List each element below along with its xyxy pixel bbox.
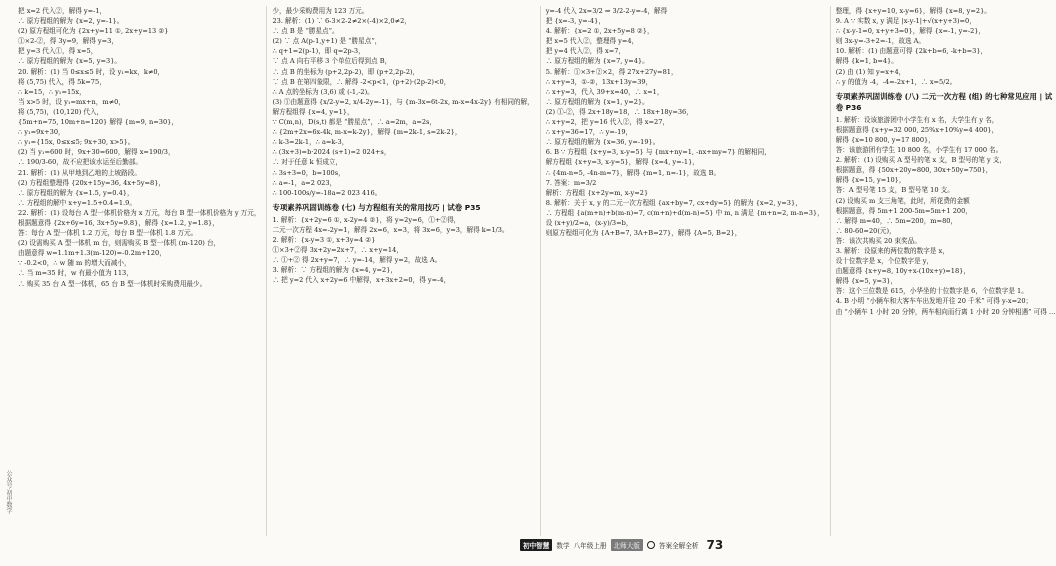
answer-line: ∴ 原方程组的解为 {x=7, y=4}。 bbox=[545, 57, 649, 66]
answer-line: ∴ ①+② 得 2x+y=7，∴ y=-14，解得 y=2，故选 A。 bbox=[272, 256, 442, 265]
answer-line: ∴ 对于任意 k 恒成立， bbox=[272, 158, 343, 167]
answer-line: 二元一次方程 4x=-2y=1，解得 2x=6，x=3，将 3x=6，y=3，解得 k=1/3。 bbox=[272, 225, 509, 234]
answer-line: ∴ 190/3-60，故不应把该水运至后勤部。 bbox=[18, 158, 143, 167]
column-4 bbox=[830, 6, 1056, 536]
answer-line: 则原方程组可化为 {A+B=7, 3A+B=27}，解得 {A=5, B=2}， bbox=[545, 229, 742, 238]
answer-line: (2) 原方程组可化为 {2x+y=11 ①, 2x+y=13 ②} bbox=[18, 27, 169, 36]
answer-line: ∴ {4m-n=5, -4n-m=7}，解得 {m=1, n=-1}，故选 B。 bbox=[545, 168, 721, 177]
footer-subject: 数学 bbox=[556, 542, 570, 550]
answer-line: 把 x=2 代入②，解得 y=-1， bbox=[18, 7, 107, 15]
answer-line: (3) ①由题意得 {x/2-y=2, x/4-2y=-1}，与 {m-3x=6t-2x, m-x=4x-2y} 有相同的解， bbox=[272, 97, 534, 106]
answer-line: ∴ 点 B 是 “勝星点”。 bbox=[272, 27, 339, 36]
answer-line: 由题意得 {x+y=8, 10y+x-(10x+y)=18}， bbox=[835, 267, 970, 276]
answer-line: 3. 解析：∵ 方程组的解为 {x=4, y=2}， bbox=[272, 266, 398, 275]
answer-line: 根据题意得 {x+y=32 000, 25%x+10%y=4 400}， bbox=[835, 125, 999, 134]
answer-line: 答：A 型号笔 15 支，B 型号笔 10 支。 bbox=[835, 186, 954, 195]
answer-line: 7. 答案：m=3/2 bbox=[545, 178, 597, 187]
answer-line: (2) ①-②，得 2x+18y=18，∴ 18x+18y=36， bbox=[545, 107, 693, 116]
answer-line: ∴ 3s+3=0，b=100s， bbox=[272, 168, 345, 177]
answer-line: 8. 解析：关于 x, y 的二元一次方程组 {ax+by=7, cx+dy=5} 的解为 {x=2, y=3}， bbox=[545, 198, 802, 207]
footer-dot-icon bbox=[647, 541, 655, 549]
answer-line: ∴ 方程组 {a(m+n)+b(m-n)=7, c(m+n)+d(m-n)=5} 中 m, n 满足 {m+n=2, m-n=3}， bbox=[545, 208, 824, 217]
section-heading: 专项素养巩固训练卷 (七) 与方程组有关的常用技巧 | 试卷 P35 bbox=[272, 202, 481, 212]
page-footer bbox=[520, 538, 723, 552]
answer-line: ∴ {2m+2x=6x-4k, m-x=k-2y}，解得 {m=2k-1, s=2k-2}， bbox=[272, 128, 462, 137]
answer-line: 答：该旅游团有学生 10 800 名，小学生有 17 000 名。 bbox=[835, 146, 1003, 155]
answer-line: 解得 {x=5, y=3}， bbox=[835, 277, 898, 286]
answer-line: 当 x>5 时，设 y₁=mx+n，m≠0， bbox=[18, 97, 125, 106]
answer-line: 3. 解析：设原来的两位数的数字是 x， bbox=[835, 246, 949, 255]
answer-line: 把 x=5 代入②，整理得 y=4， bbox=[545, 37, 639, 46]
answer-line: y=-4 代入 2x=3/2 ⇒ 3/2-2-y=-4，解得 bbox=[545, 7, 668, 15]
answer-line: 解得 {k=1, b=4}。 bbox=[835, 57, 898, 66]
answer-line: ①×3+②得 3x+2y=2x+7，∴ x+y=14， bbox=[272, 246, 403, 255]
answer-line: 答：每台 A 型一体机 1.2 万元，每台 B 型一体机 1.8 万元。 bbox=[18, 229, 198, 238]
answer-line: ∴ x+y=3，①-②，13x+13y=39， bbox=[545, 77, 653, 86]
column-3 bbox=[540, 6, 824, 536]
answer-line: {5m+n=75, 10m+n=120} 解得 {m=9, n=30}， bbox=[18, 118, 178, 127]
answer-line: ∴ 原方程组的解为 {x=36, y=-19}。 bbox=[545, 138, 660, 147]
column-1 bbox=[18, 6, 260, 536]
answer-line: 22. 解析：(1) 设每台 A 型一体机价格为 x 万元，每台 B 型一体机价格为 y 万元， bbox=[18, 208, 261, 217]
answer-line: ∴ k=15，∴ y₁=15x， bbox=[18, 87, 86, 96]
answer-key-page bbox=[18, 6, 1056, 536]
answer-line: ∴ y₁={15x, 0≤x≤5; 9x+30, x>5}。 bbox=[18, 138, 135, 147]
answer-line: 1. 解析：{x+2y=6 ①, x-2y=4 ②}，将 y=2y=6，①+②得， bbox=[272, 215, 461, 224]
answer-line: 将 (5,75) 代入，得 5k=75， bbox=[18, 77, 106, 86]
answer-line: ∴ y 的值为 -4，-4=-2x+1，∴ x=5/2。 bbox=[835, 77, 957, 86]
answer-line: ∴ x+y=2，把 y=16 代入②，得 x=27， bbox=[545, 118, 669, 127]
answer-line: 23. 解析：(1) ∵ 6-3×2-2≠2×(-4)×2,0≠2， bbox=[272, 17, 411, 26]
answer-line: ①×2-②，得 3y=9，解得 y=3， bbox=[18, 37, 118, 46]
answer-line: 解得 {x=10 800, y=17 800}， bbox=[835, 135, 935, 144]
answer-line: ∴ a=-1，a=2 023， bbox=[272, 178, 337, 187]
answer-line: (2) 方程组整理得 {20x+15y=36, 4x+5y=8}， bbox=[18, 178, 166, 187]
answer-line: 解析：方程组 {x+2y=m, x-y=2} bbox=[545, 188, 649, 197]
answer-line: 设十位数字是 x，个位数字是 y， bbox=[835, 257, 934, 266]
answer-line: ∵ C(m,n)，D(s,t) 都是 “勝星点”，∴ a=2m，a=2s， bbox=[272, 118, 437, 127]
section-heading: 专项素养巩固训练卷 (八) 二元一次方程 (组) 的七种常见应用 | 试卷 P36 bbox=[835, 91, 1053, 112]
answer-line: 4. B 小明 “小辆车和大客车车出发地开往 20 千米” 可得 y-x=20； bbox=[835, 297, 1033, 306]
answer-line: (2) 设需购买 A 型一体机 m 台，则需购买 B 型一体机 (m-120) 台， bbox=[18, 239, 221, 248]
answer-line: 则 3x-y=-3+2=-1，故选 A。 bbox=[835, 37, 926, 46]
side-watermark: 公众号·初中数学 bbox=[5, 470, 12, 514]
answer-line: 6. B ∵ 方程组 {x+y=3, x-y=5} 与 {mx+ny=1, -nx+my=7} 的解相同， bbox=[545, 148, 771, 157]
answer-line: 把 y=3 代入①，得 x=5， bbox=[18, 47, 98, 56]
answer-line: (2) 设购买 m 支三角笔，此时，所花费的金额 bbox=[835, 196, 970, 205]
answer-line: 少，最少采购费用为 123 万元。 bbox=[272, 7, 369, 15]
answer-line: 把 {x=-3, y=-4}， bbox=[545, 17, 605, 26]
answer-line: 设 (x+y)/2=a，(x-y)/3=b， bbox=[545, 218, 633, 227]
answer-line: ∵ -0.2<0，∴ w 随 m 的增大而减小， bbox=[18, 259, 131, 268]
answer-line: ∴ x+y=36=17，∴ y=-19， bbox=[545, 128, 633, 137]
answer-line: 21. 解析：(1) 从甲地到乙地的上坡路段。 bbox=[18, 168, 141, 177]
answer-line: ∴ A 点的坐标为 (3,6) 或 (-1,-2)。 bbox=[272, 87, 374, 96]
footer-grade: 八年级上册 bbox=[573, 542, 607, 550]
answer-line: ∴ 100-100s/y=-18a=2 023 416。 bbox=[272, 188, 382, 197]
answer-line: 由题意得 w=1.1m+1.3(m-120)=-0.2m+120， bbox=[18, 249, 166, 258]
column-2 bbox=[266, 6, 533, 536]
answer-line: 整理，得 {x+y=10, x-y=6}，解得 {x=8, y=2}。 bbox=[835, 7, 991, 15]
answer-line: ∴ 原方程组的解为 {x=1.5, y=0.4}， bbox=[18, 188, 134, 197]
answer-line: 9. A ∵ 实数 x, y 满足 |x-y-1|+√(x+y+3)=0， bbox=[835, 17, 976, 26]
answer-line: 根据题意得 {2x+6y=16, 3x+5y=9.8}，解得 {x=1.2, y=1.8}， bbox=[18, 218, 219, 227]
answer-line: ∴ y₁=9x+30， bbox=[18, 128, 65, 137]
answer-line: ∴ (3x+3)=b·2024 (s+1)=2 024+s， bbox=[272, 148, 391, 157]
footer-answer-label: 答案全解全析 bbox=[658, 542, 699, 550]
answer-line: ∴ {x-y-1=0, x+y+3=0}，解得 {x=-1, y=-2}， bbox=[835, 27, 986, 36]
answer-line: (2) 当 y₁=600 时，9x+30=600，解得 x=190/3， bbox=[18, 148, 175, 157]
answer-line: 解得 {x=15, y=10}， bbox=[835, 176, 906, 185]
footer-brand: 初中智慧 bbox=[520, 539, 552, 551]
answer-line: (2) ∵ 点 A(p-1,y+1) 是 “勝星点”， bbox=[272, 37, 382, 46]
answer-line: 解方程组得 {x=4, y=1}， bbox=[272, 107, 354, 116]
answer-line: ∴ 把 y=2 代入 x+2y=6 中解得，x+3x+2=0，得 y=-4， bbox=[272, 276, 451, 285]
answer-line: ∴ 方程组的解中 x+y=1.5+0.4=1.9。 bbox=[18, 198, 136, 207]
answer-line: ∴ 点 B 的坐标为 (p+2,2p-2)，即 (p+2,2p-2)， bbox=[272, 67, 420, 76]
answer-line: 1. 解析：设该旅游团中小学生有 x 名，大学生有 y 名， bbox=[835, 115, 999, 124]
answer-line: 4. 解析：{x=2 ①, 2x+5y=8 ②}， bbox=[545, 27, 654, 36]
answer-line: ∴ 当 m=35 时，w 有最小值为 113， bbox=[18, 269, 133, 278]
page-number: 73 bbox=[706, 538, 724, 552]
answer-line: 10. 解析：(1) 由题意可得 {2k+b=6, -k+b=3}， bbox=[835, 47, 988, 56]
answer-line: 答：这个三位数是 615，小华坐的十位数字是 6，个位数字是 1。 bbox=[835, 287, 1028, 296]
answer-line: 20. 解析：(1) 当 0≤x≤5 时，设 y₁=kx，k≠0， bbox=[18, 67, 165, 76]
answer-line: 根据题意，得 {50x+20y=800, 30x+50y=750}， bbox=[835, 166, 993, 175]
answer-line: 2. 解析：{x-y=3 ①, x+3y=4 ②} bbox=[272, 235, 376, 244]
answer-line: ∵ 点 B 在第四象限，∴ 解得 -2<p<1，(p+2)·(2p-2)<0， bbox=[272, 77, 451, 86]
answer-line: (2) 由 (1) 知 y=x+4， bbox=[835, 67, 906, 76]
answer-line: ∴ 原方程组的解为 {x=2, y=-1}。 bbox=[18, 17, 124, 26]
answer-line: ∴ 解得 m=40，∴ 5m=200，m=80， bbox=[835, 216, 958, 225]
answer-line: 2. 解析：(1) 设购买 A 型号的笔 x 支，B 型号的笔 y 支， bbox=[835, 156, 1006, 165]
answer-line: ∴ k-3=2k-1，∴ a=k-3， bbox=[272, 138, 349, 147]
answer-line: 由 “小辆车 1 小时 20 分钟，两车相向而行离 1 小时 20 分钟相遇” 可得 … bbox=[835, 307, 1056, 316]
answer-line: ∴ x+y=3，代入 39+x=40，∴ x=1， bbox=[545, 87, 664, 96]
answer-line: ∴ q+1=2(p-1)，即 q=2p-3， bbox=[272, 47, 365, 56]
answer-line: ∴ 80-60=20(元)， bbox=[835, 226, 896, 235]
answer-line: ∴ 购买 35 台 A 型一体机，65 台 B 型一体机时采购费用最少。 bbox=[18, 279, 207, 288]
answer-line: ∵ 点 A 向右平移 3 个单位后得到点 B， bbox=[272, 57, 392, 66]
answer-line: 根据题意，得 5m+1 200-5m=5m+1 200， bbox=[835, 206, 972, 215]
answer-line: 答：该次共购买 20 束奖品。 bbox=[835, 236, 921, 245]
answer-line: 把 y=4 代入②，得 x=7， bbox=[545, 47, 626, 56]
answer-line: ∴ 原方程组的解为 {x=5, y=3}。 bbox=[18, 57, 122, 66]
answer-line: ∴ 原方程组的解为 {x=1, y=2}。 bbox=[545, 97, 649, 106]
footer-edition: 北师大版 bbox=[611, 539, 643, 551]
answer-line: 5. 解析：①×3+②×2，得 27x+27y=81， bbox=[545, 67, 678, 76]
answer-line: 解方程组 {x+y=3, x-y=5}，解得 {x=4, y=-1}， bbox=[545, 158, 699, 167]
answer-line: 将 (5,75)，(10,120) 代入， bbox=[18, 107, 104, 116]
